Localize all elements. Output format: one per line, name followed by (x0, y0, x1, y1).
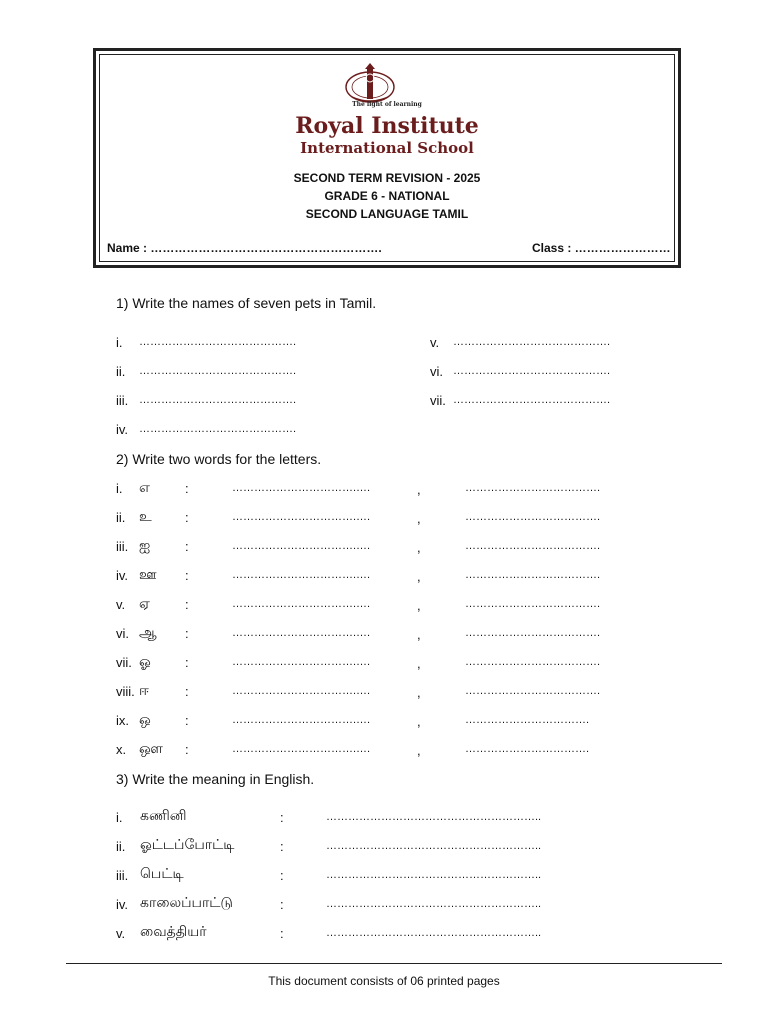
school-subtitle: International School (300, 139, 474, 157)
q3-answer-blank: ………………………………………………….. (326, 869, 542, 881)
q2-colon: : (185, 539, 189, 554)
name-field: Name : …………………………………………………. (107, 241, 382, 255)
q2-colon: : (185, 713, 189, 728)
q2-answer-blank-1: …………………………….…. (232, 540, 371, 552)
q2-item-number: ii. (116, 510, 126, 525)
q2-tamil-letter: ஏ (139, 596, 150, 612)
q1-item-number: v. (430, 335, 440, 350)
q2-comma: , (417, 482, 421, 497)
q1-item-number: vi. (430, 364, 443, 379)
q2-comma: , (417, 656, 421, 671)
q2-tamil-letter: உ (139, 509, 152, 525)
q2-tamil-letter: ஈ (139, 683, 149, 699)
q2-colon: : (185, 655, 189, 670)
q2-answer-blank-2: ………………………………. (465, 627, 601, 639)
q1-item-number: vii. (430, 393, 446, 408)
q2-answer-blank-1: …………………………….…. (232, 511, 371, 523)
q3-tamil-word: கணினி (140, 808, 187, 824)
q1-item-number: i. (116, 335, 123, 350)
q2-comma: , (417, 743, 421, 758)
q1-answer-blank: ……………………………………. (139, 336, 297, 348)
school-motto: The light of learning (352, 101, 422, 108)
q2-answer-blank-2: ………………………………. (465, 685, 601, 697)
q2-tamil-letter: ஐ (139, 538, 151, 554)
q2-colon: : (185, 597, 189, 612)
q2-answer-blank-1: …………………………….…. (232, 714, 371, 726)
q1-item-number: iii. (116, 393, 129, 408)
header-frame (93, 48, 681, 268)
q3-tamil-word: வைத்தியர் (140, 924, 207, 940)
q2-answer-blank-1: …………………………….…. (232, 627, 371, 639)
exam-title: SECOND TERM REVISION - 2025 (293, 171, 481, 185)
q2-colon: : (185, 568, 189, 583)
q2-answer-blank-2: ………………………………. (465, 540, 601, 552)
q3-answer-blank: ………………………………………………….. (326, 898, 542, 910)
q2-answer-blank-2: ………………………………. (465, 598, 601, 610)
question-1-title: 1) Write the names of seven pets in Tamil. (116, 295, 377, 311)
q2-answer-blank-2: ………………………………. (465, 511, 601, 523)
q3-tamil-word: காலைப்பாட்டு (140, 895, 233, 911)
q2-answer-blank-2: ………………………………. (465, 656, 601, 668)
q3-item-number: iii. (116, 868, 129, 883)
class-field: Class : …………………… (532, 241, 671, 255)
question-3-title: 3) Write the meaning in English. (116, 771, 315, 787)
q3-tamil-word: ஓட்டப்போட்டி (140, 837, 235, 853)
q2-item-number: x. (116, 742, 127, 757)
q3-colon: : (280, 839, 284, 854)
q2-tamil-letter: ஒ (139, 712, 151, 728)
q2-comma: , (417, 598, 421, 613)
school-name: Royal Institute (295, 113, 479, 139)
q1-item-number: ii. (116, 364, 126, 379)
footer-rule (66, 963, 722, 964)
q3-item-number: iv. (116, 897, 129, 912)
q2-tamil-letter: ஊ (139, 567, 157, 583)
q2-item-number: v. (116, 597, 126, 612)
q2-answer-blank-2: ……………………………. (465, 743, 590, 755)
q3-tamil-word: பெட்டி (140, 866, 184, 882)
q2-item-number: i. (116, 481, 123, 496)
q3-colon: : (280, 810, 284, 825)
footer-note: This document consists of 06 printed pages (268, 974, 500, 988)
q3-colon: : (280, 926, 284, 941)
q1-answer-blank: ……………………………………. (139, 423, 297, 435)
q3-colon: : (280, 868, 284, 883)
q2-tamil-letter: எ (139, 480, 150, 496)
q3-answer-blank: ………………………………………………….. (326, 927, 542, 939)
q2-item-number: iii. (116, 539, 129, 554)
q2-answer-blank-1: …………………………….…. (232, 685, 371, 697)
q1-item-number: iv. (116, 422, 129, 437)
q2-tamil-letter: ஓ (139, 654, 151, 670)
q2-answer-blank-1: …………………………….…. (232, 569, 371, 581)
q3-item-number: ii. (116, 839, 126, 854)
q2-colon: : (185, 481, 189, 496)
q2-answer-blank-2: ………………………………. (465, 482, 601, 494)
q2-answer-blank-1: …………………………….…. (232, 656, 371, 668)
q3-answer-blank: ………………………………………………….. (326, 840, 542, 852)
q2-tamil-letter: ஔ (139, 741, 163, 757)
q1-answer-blank: ……………………………………. (453, 365, 611, 377)
q1-answer-blank: ……………………………………. (139, 394, 297, 406)
subject-line: SECOND LANGUAGE TAMIL (305, 207, 469, 221)
q2-colon: : (185, 742, 189, 757)
q2-answer-blank-2: ……………………………. (465, 714, 590, 726)
grade-line: GRADE 6 - NATIONAL (324, 189, 450, 203)
q3-colon: : (280, 897, 284, 912)
q2-colon: : (185, 684, 189, 699)
q3-item-number: v. (116, 926, 126, 941)
question-2-title: 2) Write two words for the letters. (116, 451, 322, 467)
q2-answer-blank-1: …………………………….…. (232, 598, 371, 610)
q2-colon: : (185, 510, 189, 525)
q2-answer-blank-1: …………………………….…. (232, 482, 371, 494)
q2-tamil-letter: ஆ (139, 625, 157, 641)
q3-item-number: i. (116, 810, 123, 825)
q2-comma: , (417, 627, 421, 642)
q2-comma: , (417, 714, 421, 729)
q2-item-number: ix. (116, 713, 129, 728)
q2-colon: : (185, 626, 189, 641)
q2-answer-blank-2: ………………………………. (465, 569, 601, 581)
q2-item-number: iv. (116, 568, 129, 583)
q3-answer-blank: ………………………………………………….. (326, 811, 542, 823)
q2-comma: , (417, 685, 421, 700)
q1-answer-blank: ……………………………………. (453, 394, 611, 406)
q1-answer-blank: ……………………………………. (453, 336, 611, 348)
q2-item-number: vii. (116, 655, 132, 670)
q2-item-number: vi. (116, 626, 129, 641)
q2-comma: , (417, 540, 421, 555)
q1-answer-blank: ……………………………………. (139, 365, 297, 377)
q2-comma: , (417, 511, 421, 526)
q2-answer-blank-1: …………………………….…. (232, 743, 371, 755)
q2-comma: , (417, 569, 421, 584)
q2-item-number: viii. (116, 684, 135, 699)
